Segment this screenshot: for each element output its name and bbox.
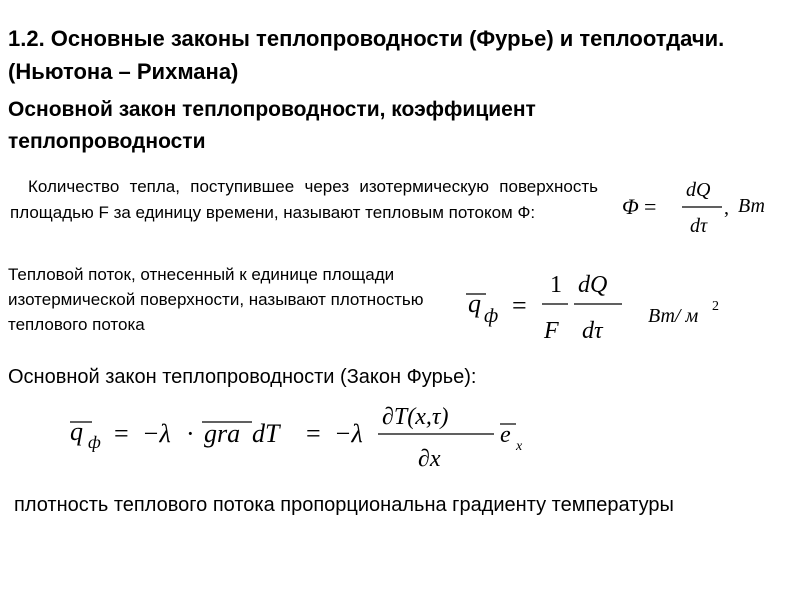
dT-term: dT — [252, 419, 280, 448]
formula-lhs-q: q — [70, 417, 83, 446]
fraction2-denominator: dτ — [582, 318, 603, 344]
flux-density-formula — [462, 262, 762, 350]
formula-comma: , — [724, 197, 729, 219]
formula-lhs-q: q — [468, 289, 481, 318]
heat-flow-formula — [618, 170, 788, 242]
fraction-denominator: ∂x — [418, 446, 441, 472]
formula-subscript: ф — [88, 432, 101, 452]
unit-vector: e — [500, 422, 511, 448]
fraction-denominator: dτ — [690, 215, 708, 237]
section-heading: Основной закон теплопроводности, коэффициент теплопроводности — [8, 98, 536, 153]
grad-operator: gra — [204, 419, 241, 448]
unit-vector-subscript: x — [516, 439, 523, 454]
fourier-law-label: Основной закон теплопроводности (Закон Фурье): — [8, 366, 477, 388]
unit-exponent: 2 — [712, 299, 719, 314]
formula-equals: = — [512, 291, 527, 320]
slide-title: 1.2. Основные законы теплопроводности (Фурье) и теплоотдачи.(Ньютона – Рихмана) — [8, 26, 725, 84]
minus-lambda-1: −λ — [142, 419, 171, 448]
formula-subscript: ф — [484, 305, 499, 327]
unit-label: Вт — [738, 195, 765, 217]
fraction2-numerator: dQ — [578, 272, 608, 298]
fraction1-numerator: 1 — [550, 272, 562, 298]
formula-equals: = — [644, 194, 657, 219]
formula-lhs-phi: Φ — [622, 194, 639, 219]
fourier-law-formula — [60, 394, 560, 480]
unit-label: Вт/ м — [648, 305, 699, 327]
conclusion-text: плотность теплового потока пропорциональна градиенту температуры — [14, 494, 674, 516]
dot-operator: · — [186, 419, 195, 448]
fraction-numerator: ∂T(x,τ) — [382, 404, 449, 430]
formula-equals-1: = — [114, 419, 129, 448]
fraction-numerator: dQ — [686, 179, 711, 201]
heat-flow-definition: Количество тепла, поступившее через изотермическую поверхность площадью F за единицу времени, называют тепловым потоком Ф: — [10, 177, 598, 222]
fraction1-denominator: F — [544, 318, 559, 344]
flux-density-definition: Тепловой поток, отнесенный к единице площади изотермической поверхности, называют плотностью теплового потока — [8, 265, 424, 334]
minus-lambda-2: −λ — [334, 419, 363, 448]
formula-equals-2: = — [306, 419, 321, 448]
